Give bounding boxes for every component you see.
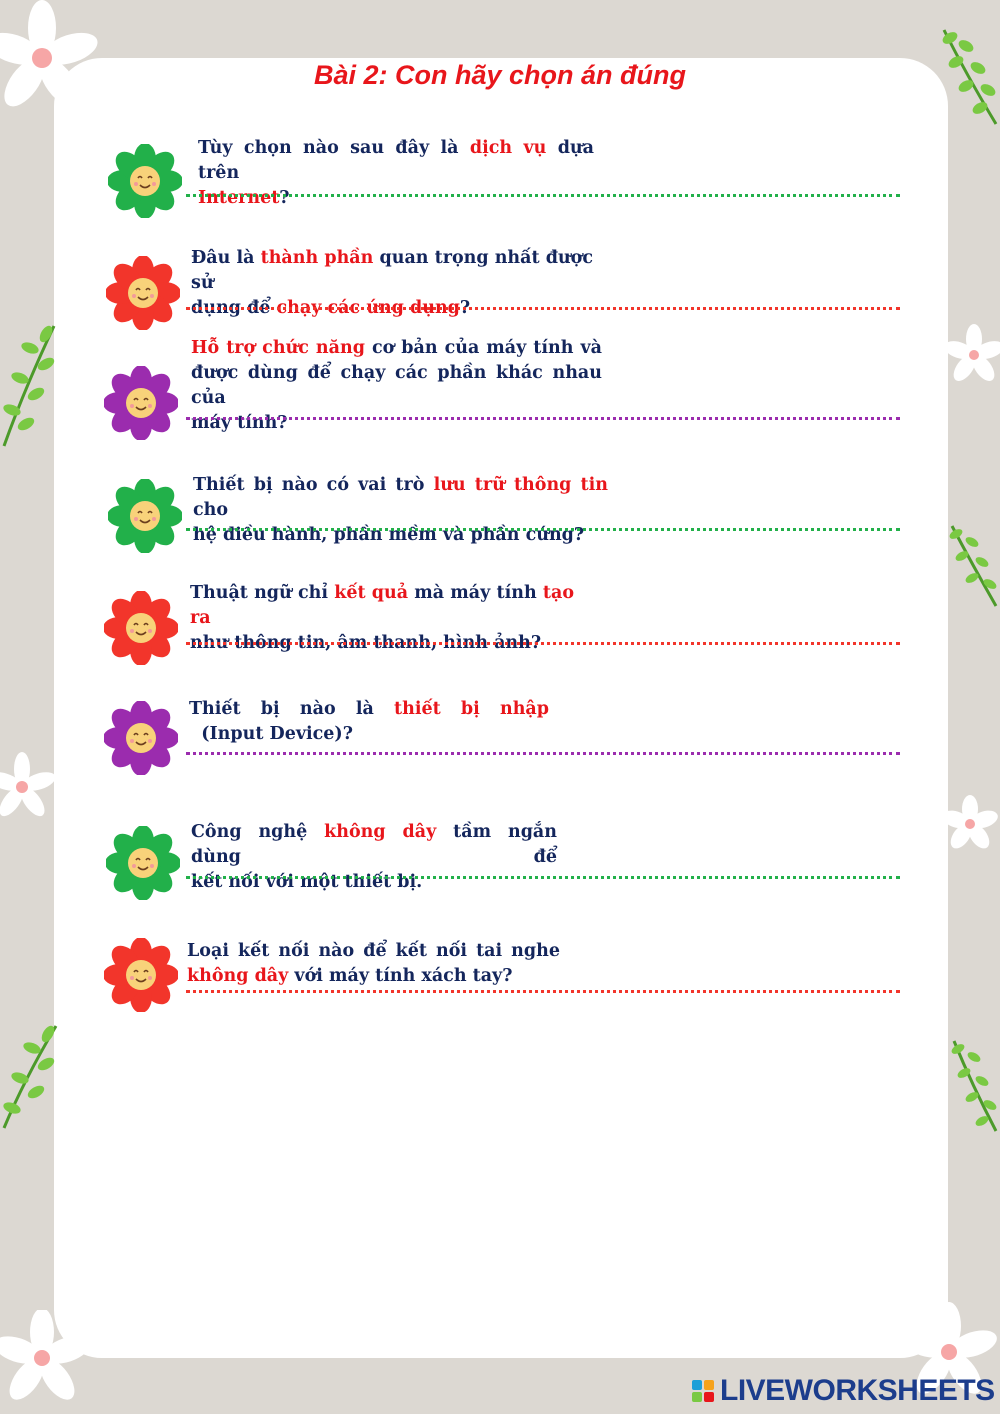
question-segment: Thiết bị nào là (189, 699, 395, 719)
question-line (190, 581, 581, 631)
question-segment: Thiết bị nào có vai trò (193, 475, 434, 495)
white-flower-icon (940, 790, 1000, 860)
answer-input[interactable] (186, 307, 900, 310)
question-line (191, 246, 600, 296)
green-flower-icon (108, 479, 182, 553)
purple-flower-icon (104, 701, 178, 775)
question-segment: cơ bản của máy tính và (364, 338, 602, 358)
question-line (191, 411, 602, 436)
question-line (198, 186, 594, 211)
answer-input[interactable] (186, 642, 900, 645)
green-flower-icon (106, 826, 180, 900)
highlighted-keyword: kết quả (334, 583, 409, 603)
leaf-branch-icon (944, 520, 1000, 610)
watermark (692, 1374, 995, 1408)
question-line (191, 361, 609, 411)
highlighted-keyword: dịch vụ (469, 138, 547, 158)
question-line (191, 870, 557, 895)
red-flower-icon (104, 591, 178, 665)
question-line (193, 523, 608, 548)
leaf-branch-icon (0, 320, 62, 450)
highlighted-keyword: tạo ra (190, 583, 581, 628)
question-segment: máy tính? (191, 413, 288, 433)
question-segment: cho (193, 475, 615, 520)
question-segment: (Input Device)? (189, 724, 353, 744)
highlighted-keyword: thành phần (260, 248, 374, 268)
white-flower-icon (0, 745, 60, 835)
red-flower-icon (106, 256, 180, 330)
question-segment: với máy tính xách tay? (288, 966, 513, 986)
question-segment: kết nối với một thiết bị. (191, 872, 423, 892)
leaf-branch-icon (0, 1020, 62, 1132)
question-segment: hệ điều hành, phần mềm và phần cứng? (193, 525, 585, 545)
question-text (189, 697, 549, 747)
question-text (191, 336, 609, 436)
question-line (198, 136, 601, 186)
question-text (193, 473, 615, 548)
leaf-branch-icon (946, 1035, 1000, 1135)
highlighted-keyword: Hỗ trợ chức năng (191, 338, 365, 358)
question-segment: Công nghệ (191, 822, 325, 842)
liveworksheets-logo-icon (692, 1380, 714, 1402)
answer-input[interactable] (186, 990, 900, 993)
question-segment: ? (279, 188, 290, 208)
question-segment: Thuật ngữ chỉ (190, 583, 335, 603)
highlighted-keyword: không dây (324, 822, 437, 842)
highlighted-keyword: không dây (187, 966, 289, 986)
question-line (191, 336, 602, 361)
watermark-text: LIVEWORKSHEETS (720, 1374, 995, 1407)
question-line (191, 820, 564, 870)
question-text (187, 939, 560, 989)
purple-flower-icon (104, 366, 178, 440)
question-segment: dụng để (191, 298, 277, 318)
question-segment: như thông tin, âm thanh, hình ảnh? (190, 633, 542, 653)
answer-input[interactable] (186, 528, 900, 531)
question-segment: Tùy chọn nào sau đây là (198, 138, 470, 158)
question-line (193, 473, 615, 523)
highlighted-keyword: thiết bị nhập (394, 699, 549, 719)
highlighted-keyword: Internet (198, 188, 280, 208)
question-segment: tầm ngắn dùng để (191, 822, 564, 867)
question-line (187, 939, 560, 964)
question-line (187, 964, 560, 989)
answer-input[interactable] (186, 876, 900, 879)
question-text (191, 820, 564, 895)
answer-input[interactable] (186, 194, 900, 197)
question-segment: mà máy tính (408, 583, 543, 603)
page-title: Bài 2: Con hãy chọn án đúng (313, 60, 686, 90)
question-text (198, 136, 601, 211)
highlighted-keyword: chạy các ứng dụng (276, 298, 460, 318)
question-segment: dựa trên (198, 138, 601, 183)
green-flower-icon (108, 144, 182, 218)
answer-input[interactable] (186, 417, 900, 420)
question-line (189, 697, 549, 722)
question-segment: quan trọng nhất được sử (191, 248, 600, 293)
question-segment: Đâu là (191, 248, 261, 268)
white-flower-icon (942, 315, 1000, 395)
red-flower-icon (104, 938, 178, 1012)
white-flower-icon (0, 1310, 90, 1414)
question-segment: ? (459, 298, 471, 318)
question-segment: Loại kết nối nào để kết nối tai nghe (187, 941, 560, 961)
question-segment: được dùng để chạy các phần khác nhau của (191, 363, 609, 408)
highlighted-keyword: lưu trữ thông tin (433, 475, 609, 495)
answer-input[interactable] (186, 752, 900, 755)
question-line (189, 722, 549, 747)
